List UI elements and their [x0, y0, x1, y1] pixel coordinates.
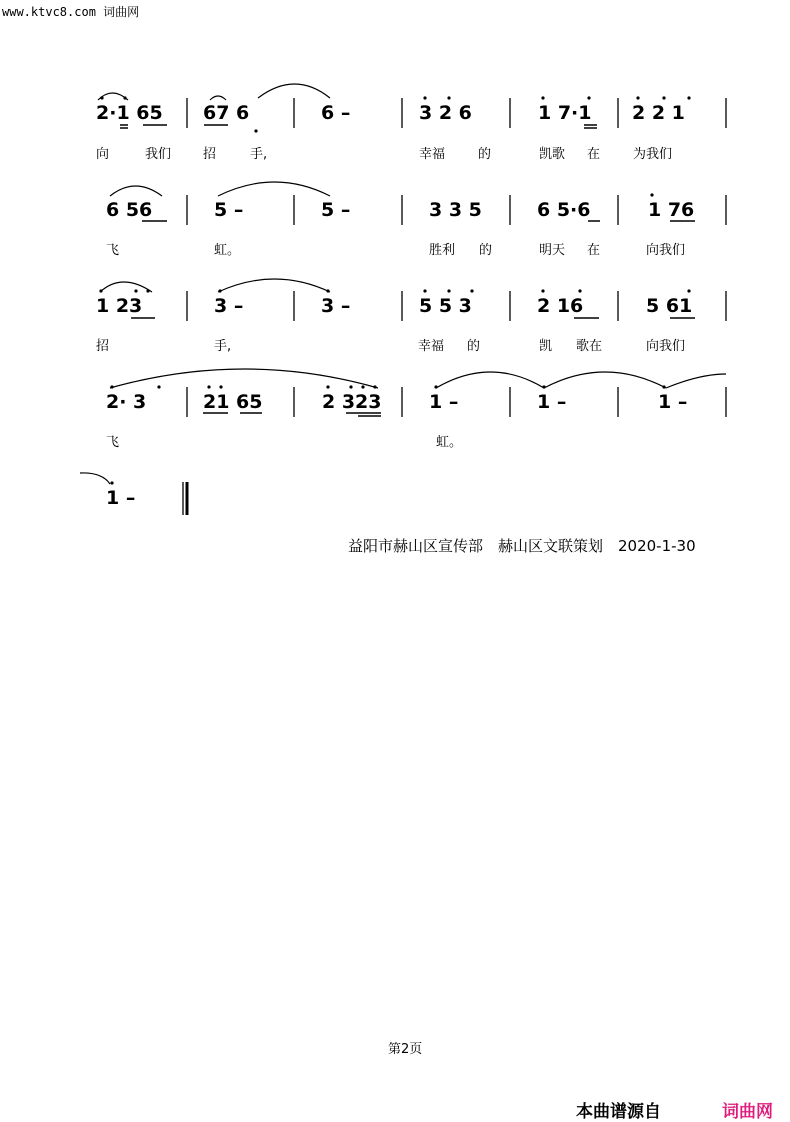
octave-dot — [146, 289, 149, 292]
octave-dot — [587, 96, 590, 99]
octave-dot — [662, 96, 665, 99]
lyric-word: 招 — [96, 339, 110, 354]
octave-dot — [578, 289, 581, 292]
measure-notes: 2 323 — [322, 391, 382, 413]
octave-dot — [349, 385, 352, 388]
lyric-word: 的 — [479, 243, 493, 258]
octave-dot — [219, 385, 222, 388]
measure-notes: 2 2 1 — [632, 102, 685, 124]
lyric-word: 手, — [214, 339, 232, 354]
octave-dot — [373, 385, 376, 388]
lyric-word: 胜利 — [429, 243, 456, 258]
octave-dot — [123, 96, 126, 99]
lyric-word: 在 — [587, 147, 601, 162]
measure-notes: 2 16 — [537, 295, 584, 317]
lyric-word: 凯歌 — [539, 147, 566, 162]
slur — [80, 473, 110, 484]
measure-notes: 5 – — [214, 199, 244, 221]
octave-dot — [100, 96, 103, 99]
lyric-word: 我们 — [145, 147, 172, 162]
octave-dot — [447, 96, 450, 99]
lyric-word: 虹。 — [436, 435, 463, 450]
lyric-word: 飞 — [106, 435, 120, 450]
octave-dot — [687, 96, 690, 99]
measure-notes: 5 61 — [646, 295, 693, 317]
lyric-word: 招 — [203, 147, 217, 162]
octave-dot — [361, 385, 364, 388]
source-label: 本曲谱源自 — [576, 1102, 661, 1122]
octave-dot — [636, 96, 639, 99]
measure-notes: 1 76 — [648, 199, 695, 221]
slur — [110, 369, 378, 388]
octave-dot — [423, 289, 426, 292]
measure-notes: 3 3 5 — [429, 199, 482, 221]
octave-dot — [434, 385, 437, 388]
lyric-word: 幸福 — [418, 339, 445, 354]
lyric-word: 手, — [250, 147, 268, 162]
lyric-word: 向 — [96, 147, 110, 162]
octave-dot — [110, 385, 113, 388]
octave-dot — [542, 385, 545, 388]
arrangement-credit: 益阳市赫山区宣传部 赫山区文联策划 2020-1-30 — [348, 537, 696, 555]
source-site-logo[interactable]: 词曲网 — [722, 1102, 773, 1122]
slur — [218, 182, 330, 196]
lyric-word: 在 — [587, 243, 601, 258]
measure-notes: 21 65 — [203, 391, 263, 413]
measure-notes: 6 56 — [106, 199, 153, 221]
measure-notes: 5 5 3 — [419, 295, 472, 317]
measure-notes: 1 – — [429, 391, 459, 413]
measure-notes: 3 2 6 — [419, 102, 472, 124]
measure-notes: 6 – — [321, 102, 351, 124]
octave-dot — [110, 481, 113, 484]
octave-dot — [218, 289, 221, 292]
octave-dot — [470, 289, 473, 292]
slur — [210, 96, 226, 100]
slur — [258, 84, 330, 98]
measure-notes: 67 6 — [203, 102, 250, 124]
lyric-word: 歌在 — [576, 339, 603, 354]
octave-dot — [207, 385, 210, 388]
octave-dot — [541, 289, 544, 292]
octave-dot — [326, 289, 329, 292]
lyric-word: 为我们 — [633, 147, 673, 162]
measure-notes: 1 23 — [96, 295, 143, 317]
octave-dot — [99, 289, 102, 292]
measure-notes: 2· 3 — [106, 391, 147, 413]
lyric-word: 幸福 — [419, 147, 446, 162]
page-number: 第2页 — [388, 1042, 423, 1057]
lyric-word: 虹。 — [214, 243, 241, 258]
lyric-word: 明天 — [539, 243, 566, 258]
lyric-word: 飞 — [106, 243, 120, 258]
lyric-word: 向我们 — [646, 339, 686, 354]
slur — [544, 372, 666, 388]
octave-dot — [650, 193, 653, 196]
lyric-word: 向我们 — [646, 243, 686, 258]
octave-dot — [662, 385, 665, 388]
octave-dot — [687, 289, 690, 292]
measure-notes: 2·1 65 — [96, 102, 163, 124]
octave-dot — [254, 129, 257, 132]
octave-dot — [423, 96, 426, 99]
octave-dot — [447, 289, 450, 292]
site-watermark: www.ktvc8.com 词曲网 — [2, 5, 140, 19]
measure-notes: 1 – — [106, 487, 136, 509]
slur — [110, 186, 162, 196]
measure-notes: 3 – — [321, 295, 351, 317]
slur — [218, 279, 330, 292]
octave-dot — [326, 385, 329, 388]
slur — [100, 282, 152, 292]
measure-notes: 3 – — [214, 295, 244, 317]
measure-notes: 6 5·6 — [537, 199, 591, 221]
measure-notes: 1 – — [537, 391, 567, 413]
measure-notes: 1 7·1 — [538, 102, 592, 124]
octave-dot — [157, 385, 160, 388]
lyric-word: 的 — [467, 339, 481, 354]
octave-dot — [541, 96, 544, 99]
lyric-word: 的 — [478, 147, 492, 162]
measure-notes: 1 – — [658, 391, 688, 413]
measure-notes: 5 – — [321, 199, 351, 221]
octave-dot — [134, 289, 137, 292]
lyric-word: 凯 — [539, 339, 553, 354]
slur — [436, 372, 544, 388]
slur — [666, 374, 726, 388]
